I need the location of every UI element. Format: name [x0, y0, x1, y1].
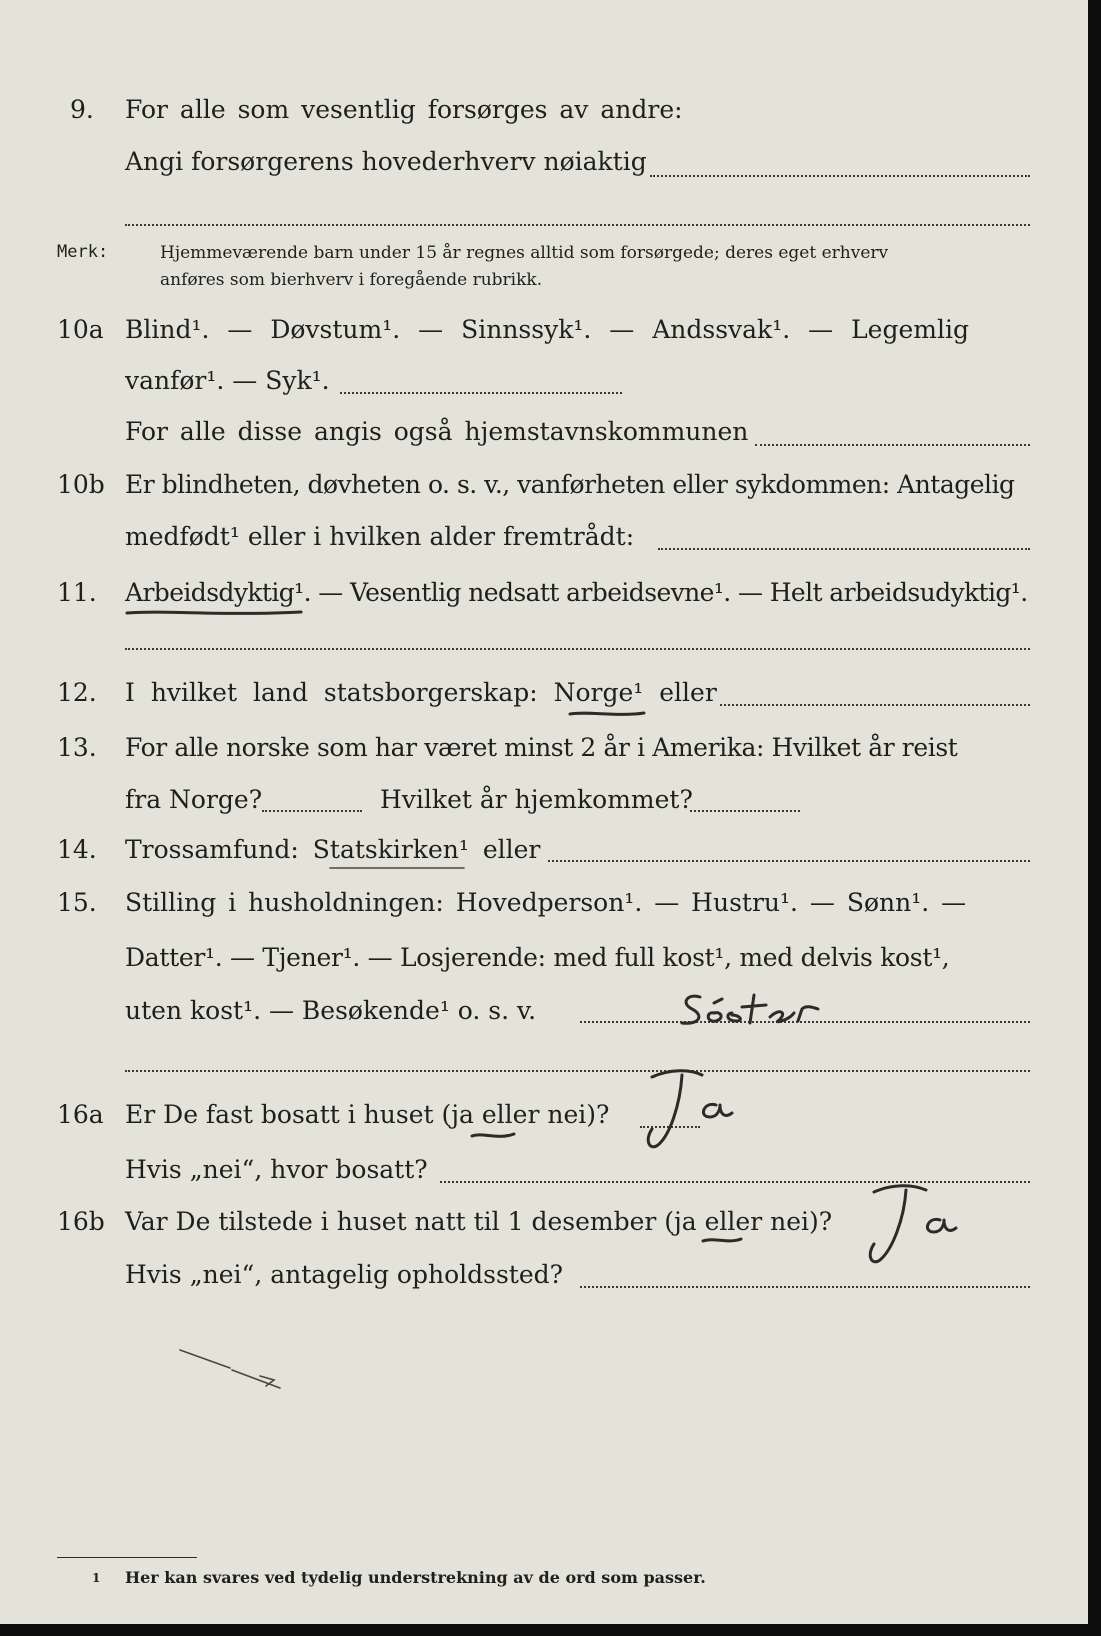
q16b-line2: Hvis „nei“, antagelig opholdssted?: [125, 1260, 564, 1289]
q13-line1: For alle norske som har været minst 2 år i Amerika: Hvilket år reist: [125, 733, 958, 762]
q10b-line2: medfødt¹ eller i hvilken alder fremtrådt:: [125, 522, 635, 551]
q16a-number: 16a: [57, 1100, 104, 1129]
q15-number: 15.: [57, 888, 97, 917]
q14-number: 14.: [57, 835, 97, 864]
q9-number: 9.: [70, 95, 94, 124]
q9-answer-line-2: [125, 224, 1030, 226]
q9-answer-line: [650, 175, 1030, 177]
handwriting-ja-16a: [640, 1065, 750, 1155]
q11-answer-line: [125, 648, 1030, 650]
footnote-rule: [57, 1557, 197, 1558]
q9-line1: For alle som vesentlig forsørges av andre:: [125, 95, 683, 124]
q10b-answer-line: [658, 548, 1030, 550]
underline-ja-16b: [700, 1234, 744, 1248]
footnote-text: Her kan svares ved tydelig understrekning av de ord som passer.: [125, 1568, 706, 1587]
q15-line2: Datter¹. — Tjener¹. — Losjerende: med full kost¹, med delvis kost¹,: [125, 943, 950, 972]
underline-statskirken: [328, 864, 468, 874]
q13-reist-line: [262, 810, 362, 812]
q11-line1: Arbeidsdyktig¹. — Vesentlig nedsatt arbeidsevne¹. — Helt arbeidsudyktig¹.: [125, 578, 1028, 607]
underline-ja-16a: [468, 1128, 518, 1144]
q16a-line1: Er De fast bosatt i huset (ja eller nei)?: [125, 1100, 610, 1129]
q13-line2a: fra Norge?: [125, 785, 263, 814]
q14-line1: Trossamfund: Statskirken¹ eller: [125, 835, 541, 864]
underline-arbeidsdyktig: [125, 607, 305, 619]
q10a-syk-line: [340, 392, 622, 394]
q16a-line2: Hvis „nei“, hvor bosatt?: [125, 1155, 428, 1184]
q16b-number: 16b: [57, 1207, 105, 1236]
q12-number: 12.: [57, 678, 97, 707]
q10b-line1: Er blindheten, døvheten o. s. v., vanførheten eller sykdommen: Antagelig: [125, 470, 1015, 499]
q10a-number: 10a: [57, 315, 104, 344]
q13-number: 13.: [57, 733, 97, 762]
q13-hjem-line: [690, 810, 800, 812]
q11-number: 11.: [57, 578, 97, 607]
q9-line2: Angi forsørgerens hovederhverv nøiaktig: [125, 147, 647, 176]
q10a-line2: vanfør¹. — Syk¹.: [125, 366, 330, 395]
underline-norge: [568, 708, 648, 722]
q15-line3: uten kost¹. — Besøkende¹ o. s. v.: [125, 996, 537, 1025]
merk-line2: anføres som bierhverv i foregående rubrikk.: [160, 270, 543, 290]
q14-answer-line: [548, 860, 1030, 862]
q15-answer-line-2: [125, 1070, 1030, 1072]
handwriting-soster: [670, 985, 840, 1035]
handwriting-ja-16b: [860, 1180, 970, 1270]
q16b-line1: Var De tilstede i huset natt til 1 desember (ja eller nei)?: [125, 1207, 833, 1236]
q13-line2b: Hvilket år hjemkommet?: [380, 785, 693, 814]
q10a-line3: For alle disse angis også hjemstavnskommunen: [125, 417, 749, 446]
q10b-number: 10b: [57, 470, 105, 499]
q12-line1: I hvilket land statsborgerskap: Norge¹ eller: [125, 678, 717, 707]
stray-marks: [170, 1340, 470, 1460]
merk-line1: Hjemmeværende barn under 15 år regnes alltid som forsørgede; deres eget erhverv: [160, 243, 889, 263]
q15-line1: Stilling i husholdningen: Hovedperson¹. — Hustru¹. — Sønn¹. —: [125, 888, 967, 917]
q16b-answer-line: [580, 1286, 1030, 1288]
q10a-line1: Blind¹. — Døvstum¹. — Sinnssyk¹. — Andssvak¹. — Legemlig: [125, 315, 969, 344]
q12-answer-line: [720, 704, 1030, 706]
q10a-home-line: [755, 444, 1030, 446]
footnote-mark: 1: [92, 1571, 101, 1585]
merk-label: Merk:: [57, 242, 109, 262]
